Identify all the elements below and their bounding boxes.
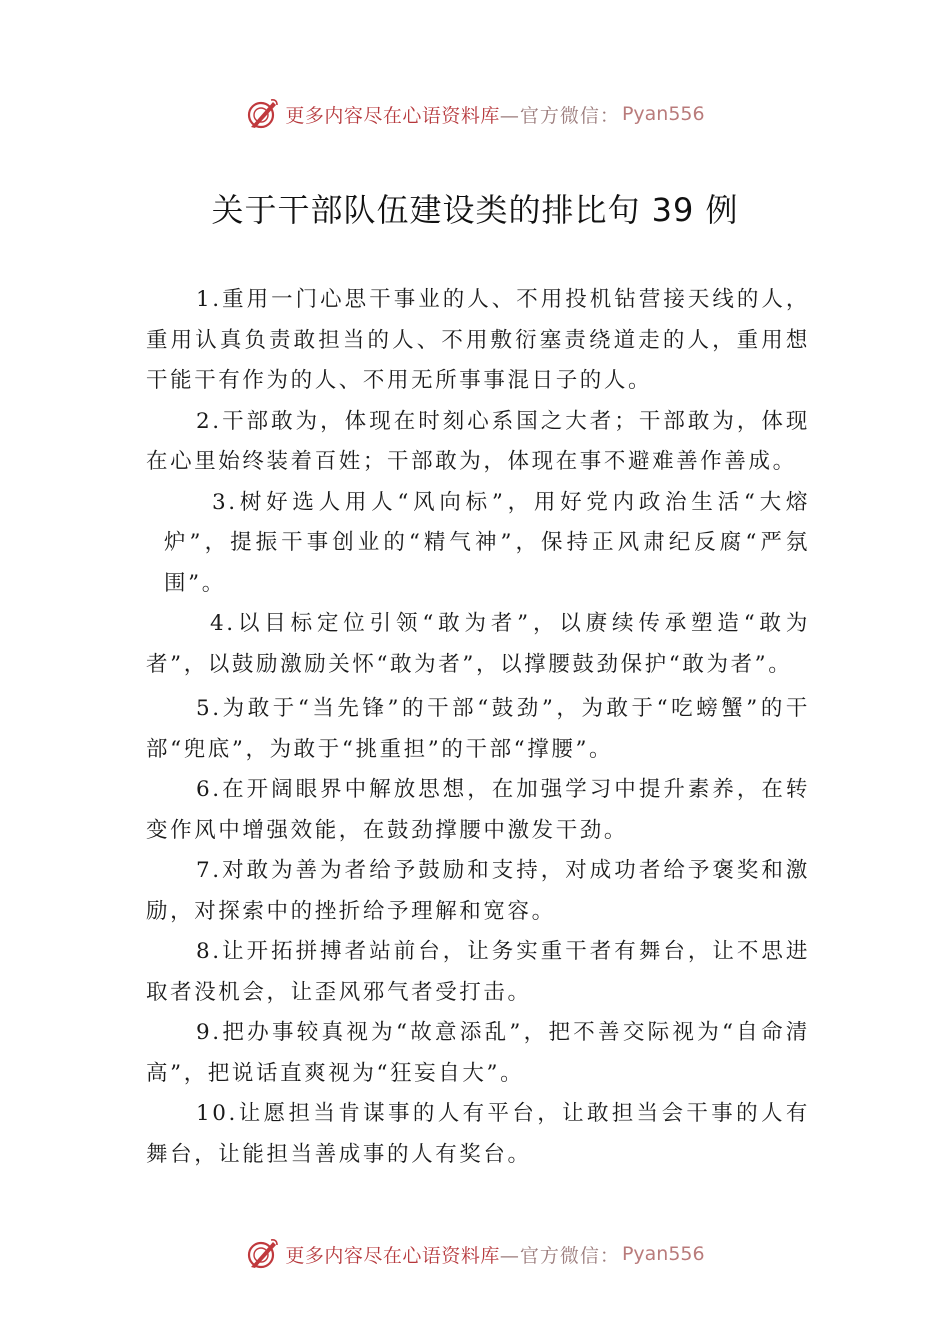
paragraph: 9.把办事较真视为“故意添乱”，把不善交际视为“自命清高”，把说话直爽视为“狂妄自大”。 bbox=[146, 1020, 810, 1086]
paragraph: 8.让开拓拼搏者站前台，让务实重干者有舞台，让不思进取者没机会，让歪风邪气者受打击。 bbox=[146, 939, 810, 1005]
paragraph: 2.干部敢为，体现在时刻心系国之大者；干部敢为，体现在心里始终装着百姓；干部敢为，体现在事不避难善作善成。 bbox=[146, 408, 810, 474]
header-banner bbox=[0, 94, 950, 134]
document-title: 关于干部队伍建设类的排比句 39 例 bbox=[211, 191, 739, 229]
paragraph: 4.以目标定位引领“敢为者”，以赓续传承塑造“敢为者”，以鼓励激励关怀“敢为者”，以撑腰鼓劲保护“敢为者”。 bbox=[146, 611, 810, 677]
brand-text: 更多内容尽在心语资料库 bbox=[285, 104, 500, 127]
paragraph: 10.让愿担当肯谋事的人有平台，让敢担当会干事的人有舞台，让能担当善成事的人有奖台。 bbox=[146, 1101, 810, 1167]
paragraph: 5.为敢于“当先锋”的干部“鼓劲”，为敢于“吃螃蟹”的干部“兜底”，为敢于“挑重担”的干部“撑腰”。 bbox=[146, 696, 810, 762]
brand-text: 更多内容尽在心语资料库 bbox=[285, 1244, 500, 1267]
quill-seal-icon bbox=[245, 1237, 279, 1271]
paragraph: 3.树好选人用人“风向标”，用好党内政治生活“大熔炉”，提振干事创业的“精气神”，保持正风肃纪反腐“严氛围”。 bbox=[164, 489, 810, 596]
wechat-id: Pyan556 bbox=[621, 1243, 705, 1265]
footer-banner bbox=[0, 1234, 950, 1274]
wechat-label: —官方微信： bbox=[499, 1244, 620, 1267]
paragraph: 7.对敢为善为者给予鼓励和支持，对成功者给予褒奖和激励，对探索中的挫折给予理解和宽容。 bbox=[146, 858, 810, 924]
wechat-label: —官方微信： bbox=[499, 104, 620, 127]
wechat-id: Pyan556 bbox=[621, 103, 705, 125]
paragraph: 1.重用一门心思干事业的人、不用投机钻营接天线的人，重用认真负责敢担当的人、不用敷衍塞责绕道走的人，重用想干能干有作为的人、不用无所事事混日子的人。 bbox=[146, 287, 810, 393]
paragraph: 6.在开阔眼界中解放思想，在加强学习中提升素养，在转变作风中增强效能，在鼓劲撑腰中激发干劲。 bbox=[146, 777, 810, 843]
document-body bbox=[146, 280, 810, 1175]
quill-seal-icon bbox=[245, 97, 279, 131]
